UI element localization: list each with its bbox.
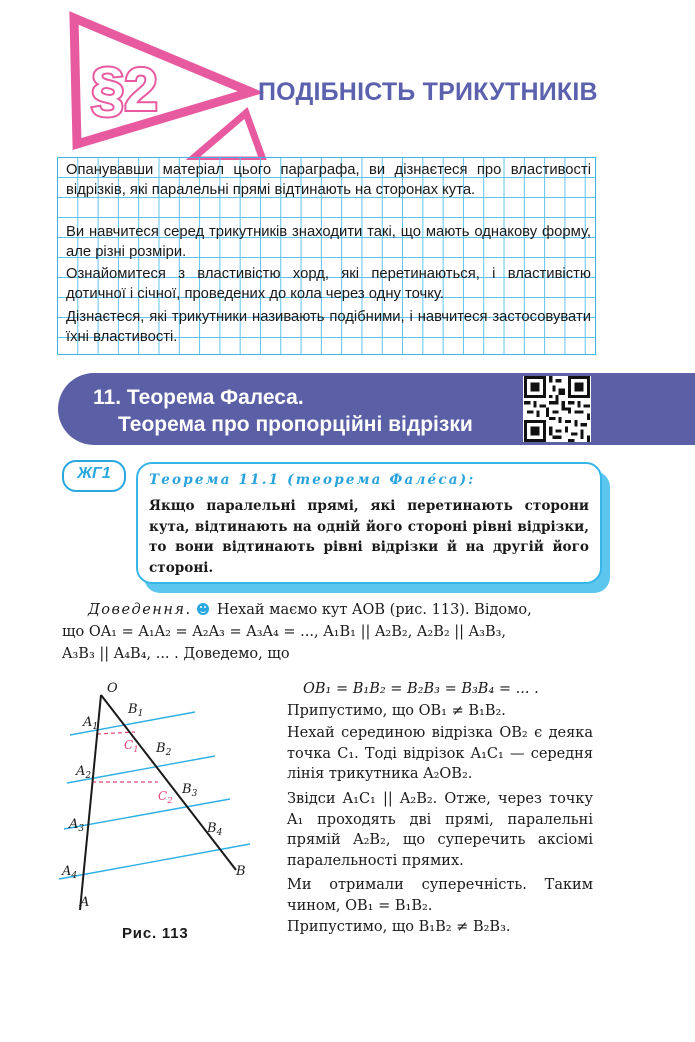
figure-caption: Рис. 113	[122, 925, 189, 942]
pink-triangle-small	[191, 113, 263, 160]
label-C2: $C_2$	[158, 789, 173, 806]
paragraph-number: §2	[91, 56, 158, 123]
label-A4: $A_4$	[62, 864, 78, 881]
proof-paragraph-2: Нехай серединою відрізка OB₂ є деяка точка C₁. Тоді відрізок A₁C₁ — середня лінія трикутника A₂OB₂.	[287, 725, 593, 782]
theorem-statement: Якщо паралельні прямі, які перетинають сторони кута, відтинають на одній його стороні рівні відрізки, то вони відтинають рівні відрізки й на другій його стороні.	[149, 498, 589, 576]
proof-start-icon	[197, 603, 209, 615]
theorem-box	[136, 462, 602, 584]
intro-paragraph: Ознайомитеся з властивістю хорд, які перетинаються, і властивістю дотичної і січної, проведених до кола через одну точку.	[66, 266, 591, 302]
label-O: O	[107, 681, 118, 696]
label-B3: $B_3$	[182, 782, 198, 799]
proof-paragraph-4: Ми отримали суперечність. Таким чином, OB₁ = B₁B₂.	[287, 877, 593, 914]
proof-paragraph-1: Припустимо, що OB₁ ≠ B₁B₂.	[287, 703, 506, 719]
label-A3: $A_3$	[69, 817, 85, 834]
theorem-heading: Теорема 11.1 (теорема Фале́са):	[149, 472, 476, 488]
theorem-badge	[62, 460, 126, 492]
intro-paragraph: Опанувавши матеріал цього параграфа, ви дізнаєтеся про властивості відрізків, які паралельні прямі відтинають на сторонах кута.	[66, 162, 591, 198]
proof-line-1-text: Нехай маємо кут AOB (рис. 113). Відомо,	[216, 602, 532, 618]
label-A1: $A_1$	[83, 715, 99, 732]
parallel-line-4	[59, 844, 250, 879]
theorem-badge-label: ЖГ1	[77, 465, 111, 482]
proof-equation: OB₁ = B₁B₂ = B₂B₃ = B₃B₄ = ... .	[303, 681, 539, 697]
section-title-line-2: Теорема про пропорційні відрізки	[118, 413, 473, 436]
label-B1: $B_1$	[128, 702, 144, 719]
qr-code[interactable]	[523, 376, 591, 442]
proof-line-2: що OA₁ = A₁A₂ = A₂A₃ = A₃A₄ = ..., A₁B₁ || A₂B₂, A₂B₂ || A₃B₃,	[62, 624, 507, 640]
label-C1: $C_1$	[124, 738, 139, 755]
label-B4: $B_4$	[207, 821, 223, 838]
proof-paragraph-3: Звідси A₁C₁ || A₂B₂. Отже, через точку A₁ проходять дві прямі, паралельні прямій A₂B₂, що суперечить аксіомі паралельності прямих.	[287, 791, 593, 869]
section-title-line-1: 11. Теорема Фалеса.	[93, 386, 304, 409]
intro-paragraph: Дізнаєтеся, які трикутники називають подібними, і навчитеся застосовувати їхні властивості.	[66, 309, 591, 345]
proof-paragraph-5: Припустимо, що B₁B₂ ≠ B₂B₃.	[287, 919, 511, 935]
label-A: A	[80, 895, 90, 910]
proof-line-1	[88, 602, 532, 618]
label-A2: $A_2$	[76, 764, 92, 781]
figure-113	[55, 672, 265, 917]
label-B2: $B_2$	[156, 741, 172, 758]
proof-line-3: A₃B₃ || A₄B₄, ... . Доведемо, що	[62, 646, 290, 662]
proof-lead: Доведення.	[88, 602, 192, 618]
intro-paragraph: Ви навчитеся серед трикутників знаходити такі, що мають однакову форму, але різні розміри.	[66, 224, 591, 260]
paragraph-title: ПОДІБНІСТЬ ТРИКУТНИКІВ	[258, 78, 598, 106]
intro-grid-box	[57, 157, 596, 355]
label-B: B	[236, 864, 246, 879]
